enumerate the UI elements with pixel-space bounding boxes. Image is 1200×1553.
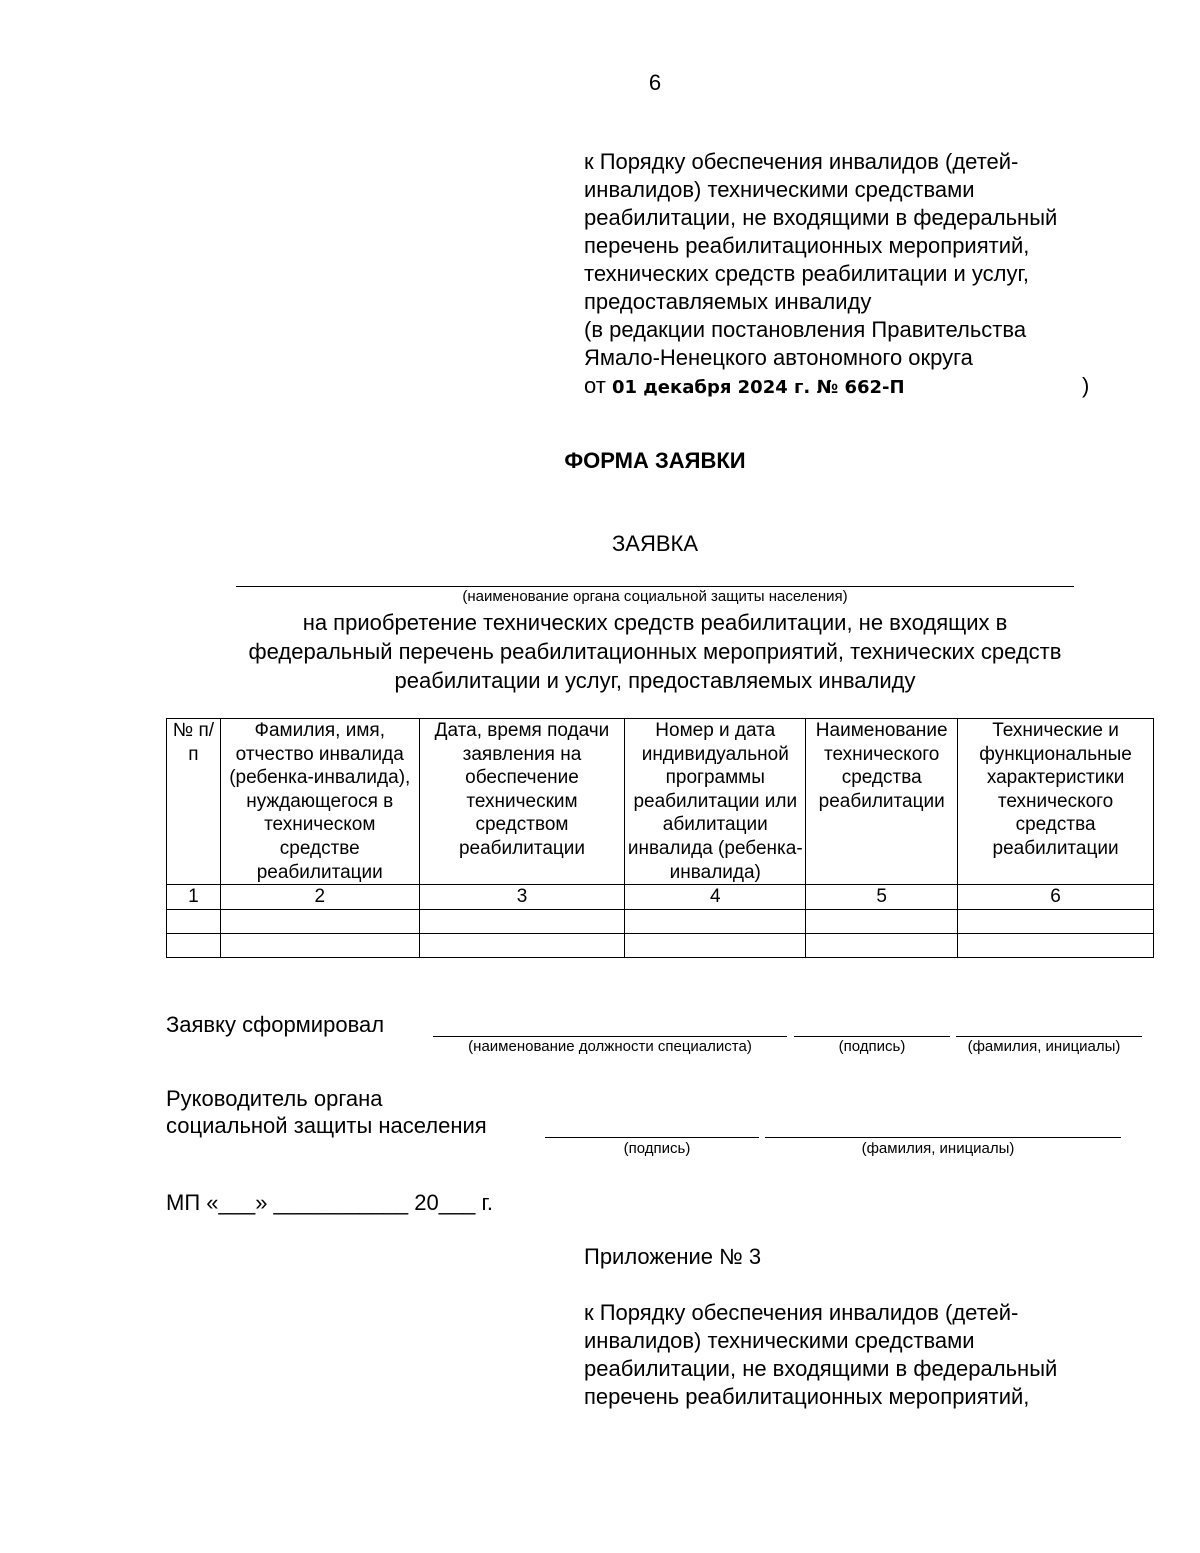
head-signature-caption: (подпись)	[623, 1140, 691, 1157]
column-number: 2	[220, 885, 419, 910]
head-name-caption: (фамилия, инициалы)	[861, 1140, 1015, 1157]
annex3-line: перечень реабилитационных мероприятий,	[584, 1384, 1030, 1409]
annex-line: технических средств реабилитации и услуг,	[584, 261, 1029, 286]
header-characteristics: Технические и функциональные характеристики технического средства реабилитации	[958, 719, 1154, 885]
table-cell	[419, 933, 625, 957]
table-cell	[806, 909, 958, 933]
head-name-line	[765, 1137, 1121, 1138]
signature-caption: (подпись)	[838, 1038, 906, 1055]
decree-prefix: от	[584, 373, 606, 398]
column-number: 3	[419, 885, 625, 910]
signature-line	[794, 1036, 950, 1037]
table-cell	[419, 909, 625, 933]
table-column-numbers-row	[167, 885, 1154, 910]
annex-reference-block	[584, 148, 1164, 402]
name-line	[956, 1036, 1142, 1037]
document-title: ЗАЯВКА	[611, 531, 698, 556]
head-label-line1: Руководитель органа	[166, 1086, 383, 1111]
subtitle-line: федеральный перечень реабилитационных мероприятий, технических средств	[248, 639, 1062, 664]
table-cell	[220, 933, 419, 957]
table-cell	[958, 909, 1154, 933]
application-table	[166, 718, 1154, 958]
name-caption: (фамилия, инициалы)	[967, 1038, 1121, 1055]
stamp-date-line: МП «___» ___________ 20___ г.	[166, 1190, 493, 1215]
document-subtitle	[150, 608, 1160, 695]
decree-reference: 01 декабря 2024 г. № 662-П	[611, 377, 905, 398]
header-number: № п/п	[167, 719, 221, 885]
table-cell	[167, 933, 221, 957]
column-number: 5	[806, 885, 958, 910]
header-program-number: Номер и дата индивидуальной программы реабилитации или абилитации инвалида (ребенка-инвалида)	[625, 719, 806, 885]
annex-line: реабилитации, не входящими в федеральный	[584, 205, 1058, 230]
annex-line: инвалидов) техническими средствами	[584, 177, 975, 202]
column-number: 6	[958, 885, 1154, 910]
table-cell	[625, 933, 806, 957]
table-header-row	[167, 719, 1154, 885]
decree-line	[584, 372, 1164, 402]
header-full-name: Фамилия, имя, отчество инвалида (ребенка-инвалида), нуждающегося в техническом средстве реабилитации	[220, 719, 419, 885]
table-row	[167, 933, 1154, 957]
table-cell	[625, 909, 806, 933]
table-row	[167, 909, 1154, 933]
annex3-reference-block	[584, 1299, 1164, 1411]
annex3-line: инвалидов) техническими средствами	[584, 1328, 975, 1353]
header-device-name: Наименование технического средства реабилитации	[806, 719, 958, 885]
org-name-line	[236, 586, 1074, 587]
annex-line: к Порядку обеспечения инвалидов (детей-	[584, 149, 1019, 174]
org-name-caption: (наименование органа социальной защиты населения)	[462, 588, 848, 605]
annex3-line: к Порядку обеспечения инвалидов (детей-	[584, 1300, 1019, 1325]
formed-by-label: Заявку сформировал	[166, 1012, 385, 1037]
table-cell	[220, 909, 419, 933]
annex-line: перечень реабилитационных мероприятий,	[584, 233, 1030, 258]
page-number: 6	[648, 70, 662, 95]
head-signature-line	[545, 1137, 759, 1138]
annex3-line: реабилитации, не входящими в федеральный	[584, 1356, 1058, 1381]
column-number: 1	[167, 885, 221, 910]
column-number: 4	[625, 885, 806, 910]
table-cell	[167, 909, 221, 933]
table-cell	[806, 933, 958, 957]
position-caption: (наименование должности специалиста)	[468, 1038, 752, 1055]
head-label-line2: социальной защиты населения	[166, 1113, 487, 1138]
annex-line: предоставляемых инвалиду	[584, 289, 872, 314]
subtitle-line: на приобретение технических средств реабилитации, не входящих в	[302, 610, 1008, 635]
annex-line: Ямало-Ненецкого автономного округа	[584, 345, 973, 370]
header-submission-date: Дата, время подачи заявления на обеспечение техническим средством реабилитации	[419, 719, 625, 885]
subtitle-line: реабилитации и услуг, предоставляемых инвалиду	[394, 668, 916, 693]
annex3-title: Приложение № 3	[584, 1244, 762, 1269]
annex-line: (в редакции постановления Правительства	[584, 317, 1027, 342]
form-title: ФОРМА ЗАЯВКИ	[564, 448, 746, 473]
table-cell	[958, 933, 1154, 957]
position-line	[433, 1036, 787, 1037]
decree-close-paren: )	[1082, 373, 1090, 398]
